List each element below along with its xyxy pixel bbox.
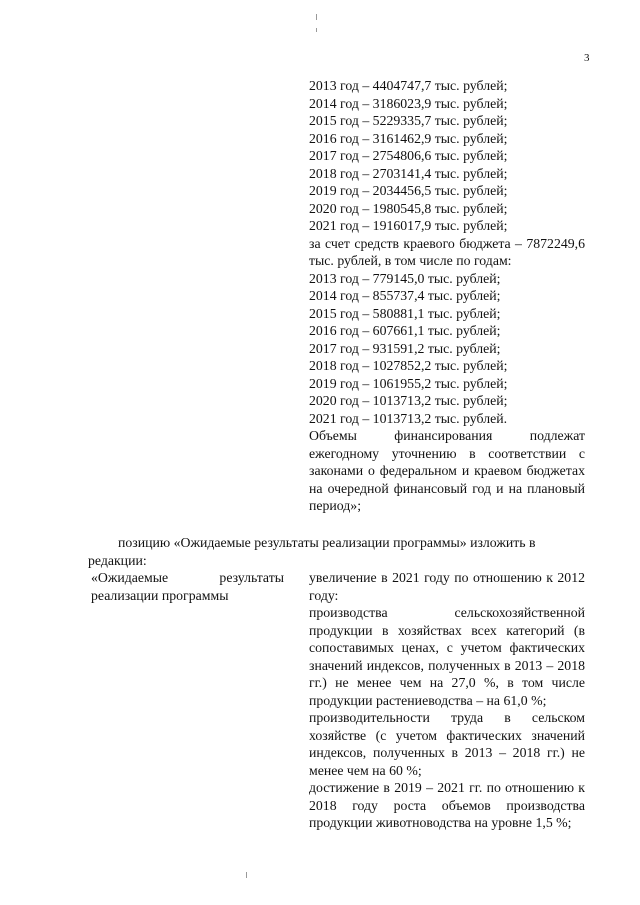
results-lead: увеличение в 2021 году по отношению к 2012 году: — [309, 570, 585, 603]
federal-year-item: 2019 год – 2034456,5 тыс. рублей; — [309, 183, 508, 198]
federal-year-list — [309, 77, 585, 235]
regional-year-item: 2013 год – 779145,0 тыс. рублей; — [309, 270, 501, 286]
page-number: 3 — [584, 52, 590, 64]
federal-year-item: 2017 год – 2754806,6 тыс. рублей; — [309, 148, 508, 163]
regional-year-list — [309, 270, 585, 428]
federal-year-item: 2018 год – 2703141,4 тыс. рублей; — [309, 165, 508, 181]
scan-speck — [316, 28, 317, 32]
funding-block — [309, 77, 585, 515]
results-item: производства сельскохозяйственной продукции в хозяйствах всех категорий (в сопоставимых ценах, с учетом фактических значений индексов, полученных в 2013 – 2018 гг.) не менее чем на 27,0 %, в том числе продукции растениеводства – на 61,0 %; — [309, 605, 585, 708]
results-item: производительности труда в сельском хозяйстве (с учетом фактических значений индексов, полученных в 2013 – 2018 гг.) не менее чем на 60 %; — [309, 710, 585, 778]
amendment-intro-line: позицию «Ожидаемые результаты реализации программы» изложить в — [118, 535, 536, 550]
amendment-intro-line: редакции: — [88, 552, 147, 568]
results-label: «Ожидаемые результаты реализации программы — [91, 570, 284, 603]
federal-year-item: 2021 год – 1916017,9 тыс. рублей; — [309, 218, 508, 233]
federal-year-item: 2020 год – 1980545,8 тыс. рублей; — [309, 200, 508, 216]
regional-year-item: 2019 год – 1061955,2 тыс. рублей; — [309, 375, 508, 391]
regional-year-item: 2021 год – 1013713,2 тыс. рублей. — [309, 410, 508, 426]
results-block — [309, 569, 585, 832]
regional-budget-intro: за счет средств краевого бюджета – 7872249,6 тыс. рублей, в том числе по годам: — [309, 235, 585, 268]
scan-speck — [316, 14, 317, 20]
federal-year-item: 2014 год – 3186023,9 тыс. рублей; — [309, 95, 508, 111]
regional-year-item: 2018 год – 1027852,2 тыс. рублей; — [309, 358, 508, 373]
regional-year-item: 2014 год – 855737,4 тыс. рублей; — [309, 288, 501, 303]
federal-year-item: 2016 год – 3161462,9 тыс. рублей; — [309, 130, 508, 146]
regional-year-item: 2020 год – 1013713,2 тыс. рублей; — [309, 393, 508, 408]
funding-closing-note: Объемы финансирования подлежат ежегодному уточнению в соответствии с законами о федеральном и краевом бюджетах на очередной финансовый год и на плановый период»; — [309, 428, 585, 513]
regional-year-item: 2015 год – 580881,1 тыс. рублей; — [309, 305, 501, 321]
federal-year-item: 2015 год – 5229335,7 тыс. рублей; — [309, 113, 508, 128]
regional-year-item: 2016 год – 607661,1 тыс. рублей; — [309, 323, 501, 338]
federal-year-item: 2013 год – 4404747,7 тыс. рублей; — [309, 78, 508, 93]
amendment-intro — [88, 534, 588, 569]
results-item: достижение в 2019 – 2021 гг. по отношению к 2018 году роста объемов производства продукции животноводства на уровне 1,5 %; — [309, 780, 585, 830]
regional-year-item: 2017 год – 931591,2 тыс. рублей; — [309, 340, 501, 356]
scan-speck — [246, 872, 247, 878]
